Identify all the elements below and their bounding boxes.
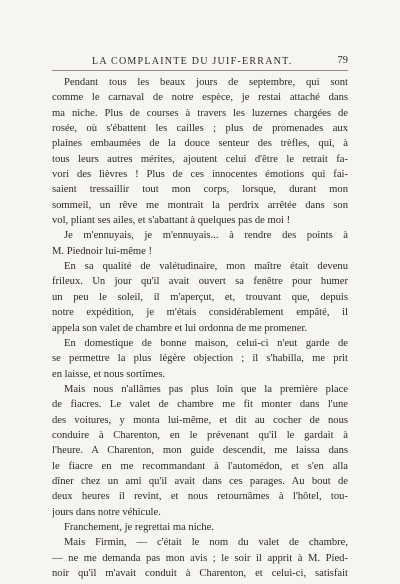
text-line: Mais nous n'allâmes pas plus loin que la première place: [64, 383, 348, 395]
page-number: 79: [337, 55, 348, 66]
text-line: M. Piednoir lui-même !: [52, 245, 153, 257]
running-head: LA COMPLAINTE DU JUIF-ERRANT.: [92, 56, 293, 67]
header-rule: [52, 70, 348, 71]
text-line: tous leurs autres mérites, ajoutent celui d'être le retrait fa-: [52, 153, 348, 165]
text-line: appela son valet de chambre et lui ordonna de me promener.: [52, 322, 308, 334]
text-line: sommeil, un rêve me montrait la perdrix arrêtée dans son: [52, 199, 348, 211]
text-line: En domestique de bonne maison, celui-ci n'eut garde de: [64, 337, 348, 349]
body-text: [52, 75, 348, 581]
text-line: se permettre la plus légère objection ; il s'habilla, me prit: [52, 353, 348, 365]
text-line: comme le carnaval de notre espèce, je restai attaché dans: [52, 92, 348, 104]
text-line: noir qu'il m'avait conduit à Charenton, et celui-ci, satisfait: [52, 568, 348, 579]
text-line: jours dans notre véhicule.: [52, 506, 161, 518]
text-line: en laisse, et nous sortîmes.: [52, 368, 165, 380]
text-line: vol, pliant ses ailes, et s'abattant à quelques pas de moi !: [52, 215, 291, 227]
text-line: Franchement, je regrettai ma niche.: [64, 521, 215, 533]
text-line: rosée, où s'ébattent les cailles ; plus de promenades aux: [52, 123, 348, 135]
text-line: En sa qualité de valétudinaire, mon maître était devenu: [64, 261, 348, 273]
text-line: Mais Firmin, — c'était le nom du valet de chambre,: [64, 537, 348, 549]
text-line: de fiacres. Le valet de chambre me fit monter dans l'une: [52, 399, 348, 411]
text-line: ma niche. Plus de courses à travers les luzernes chargées de: [52, 107, 348, 119]
text-line: saient tressaillir tout mon corps, lorsque, durant mon: [52, 184, 348, 196]
text-line: vori des lièvres ! Plus de ces innocentes émotions qui fai-: [52, 169, 348, 181]
text-line: notre expédition, je m'étais considérablement empâté, il: [52, 307, 348, 319]
text-line: plaines embaumées de la douce senteur des trèfles, qui, à: [52, 138, 348, 150]
text-line: dîner chez un ami qu'il avait dans ces parages. Au bout de: [52, 475, 348, 487]
text-line: deux heures il revint, et nous retournâmes à l'hôtel, tou-: [52, 491, 348, 503]
text-line: l'heure. A Charenton, mon guide descendit, me laissa dans: [52, 445, 348, 457]
text-line: Je m'ennuyais, je m'ennuyais... à rendre des points à: [64, 230, 348, 242]
text-line: — ne me demanda pas mon avis ; le soir il apprit à M. Pied-: [52, 552, 348, 564]
text-line: le fiacre en me recommandant à l'automédon, et s'en alla: [52, 460, 348, 472]
text-line: des voitures, y monta lui-même, et dit au cocher de nous: [52, 414, 348, 426]
text-line: Pendant tous les beaux jours de septembre, qui sont: [64, 77, 348, 88]
text-line: un peu le soleil, il m'aperçut, et, trouvant que, depuis: [52, 291, 348, 303]
text-line: frileux. Un jour qu'il avait ouvert sa fenêtre pour humer: [52, 276, 348, 288]
text-line: conduire à Charenton, en le prévenant qu'il le gardait à: [52, 429, 348, 441]
